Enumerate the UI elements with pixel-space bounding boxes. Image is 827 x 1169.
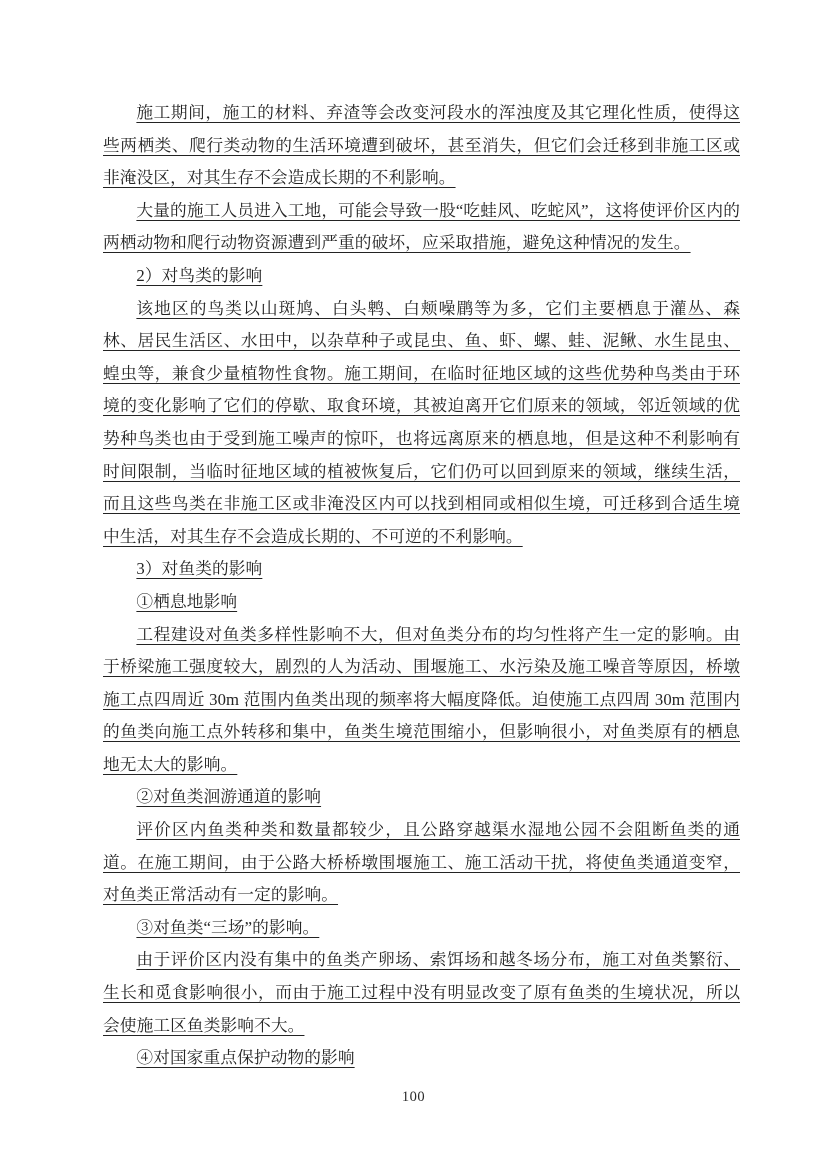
page-number: 100	[401, 1089, 426, 1105]
paragraph-fish-migration: 评价区内鱼类种类和数量都较少，且公路穿越渠水湿地公园不会阻断鱼类的通道。在施工期间，由于公路大桥桥墩围堰施工、施工活动干扰，将使鱼类通道变窄，对鱼类正常活动有一定的影响。	[103, 820, 740, 905]
paragraph-amphibian-habitat: 施工期间，施工的材料、弃渣等会改变河段水的浑浊度及其它理化性质，使得这些两栖类、爬行类动物的生活环境遭到破坏，甚至消失，但它们会迁移到非施工区或非淹没区，对其生存不会造成长期的不利影响。	[103, 103, 740, 188]
paragraph-bird-impact: 该地区的鸟类以山斑鸠、白头鹎、白颊噪鹛等为多，它们主要栖息于灌丛、森林、居民生活区、水田中，以杂草种子或昆虫、鱼、虾、螺、蛙、泥鳅、水生昆虫、蝗虫等，兼食少量植物性食物。施工期间，在临时征地区域的这些优势种鸟类由于环境的变化影响了它们的停歇、取食环境，其被迫离开它们原来的领域，邻近领域的优势种鸟类也由于受到施工噪声的惊吓，也将远离原来的栖息地，但是这种不利影响有时间限制，当临时征地区域的植被恢复后，它们仍可以回到原来的领域，继续生活，而且这些鸟类在非施工区或非淹没区内可以找到相同或相似生境，可迁移到合适生境中生活，对其生存不会造成长期的、不可逆的不利影响。	[103, 298, 740, 546]
paragraph-construction-workers: 大量的施工人员进入工地，可能会导致一股“吃蛙风、吃蛇风”，这将使评价区内的两栖动物和爬行动物资源遭到严重的破坏，应采取措施，避免这种情况的发生。	[103, 200, 740, 253]
document-body	[103, 97, 740, 1075]
heading-habitat-impact: ①栖息地影响	[136, 591, 238, 611]
heading-fish-three-grounds: ③对鱼类“三场”的影响。	[136, 917, 320, 937]
heading-fish-impact: 3）对鱼类的影响	[136, 559, 263, 579]
paragraph-fish-habitat: 工程建设对鱼类多样性影响不大，但对鱼类分布的均匀性将产生一定的影响。由于桥梁施工强度较大，剧烈的人为活动、围堰施工、水污染及施工噪音等原因，桥墩施工点四周近 30m 范围内鱼类出现的频率将大幅度降低。迫使施工点四周 30m 范围内的鱼类向施工点外转移和集中，鱼类生境范围缩小，但影响很小，对鱼类原有的栖息地无太大的影响。	[103, 624, 740, 774]
heading-protected-animals: ④对国家重点保护动物的影响	[136, 1048, 355, 1068]
heading-fish-migration-channel: ②对鱼类洄游通道的影响	[136, 787, 322, 807]
heading-bird-impact: 2）对鸟类的影响	[136, 265, 263, 285]
paragraph-fish-three-grounds: 由于评价区内没有集中的鱼类产卵场、索饵场和越冬场分布，施工对鱼类繁衍、生长和觅食影响很小，而由于施工过程中没有明显改变了原有鱼类的生境状况，所以会使施工区鱼类影响不大。	[103, 950, 740, 1035]
